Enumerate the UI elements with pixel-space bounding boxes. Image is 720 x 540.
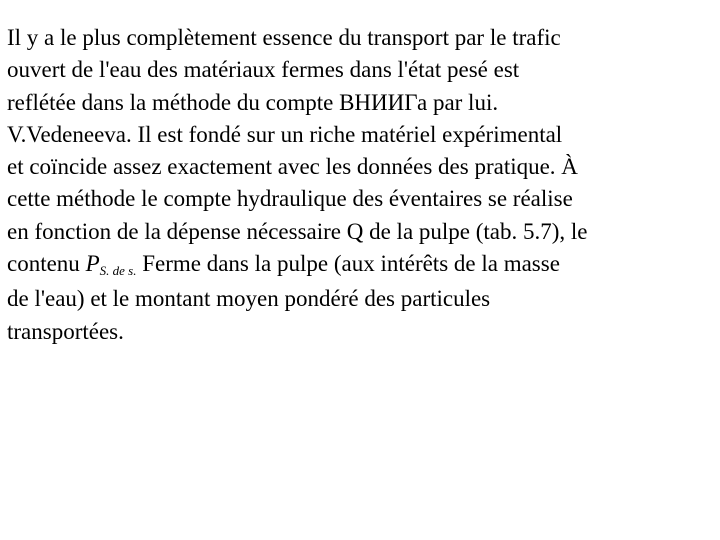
line-8-start: contenu <box>7 251 86 277</box>
text-line-10: transportées. <box>7 318 124 344</box>
body-paragraph <box>7 22 713 348</box>
text-line-3: reflétée dans la méthode du compte ВНИИГа par lui. <box>7 89 499 115</box>
line-8-end: Ferme dans la pulpe (aux intérêts de la masse <box>136 251 560 277</box>
pulp-content-symbol: P <box>85 251 100 277</box>
text-line-1: Il y a le plus complètement essence du transport par le trafic <box>7 25 561 50</box>
text-line-9: de l'eau) et le montant moyen pondéré des particules <box>7 286 491 312</box>
pulp-content-subscript: S. de s. <box>99 263 137 279</box>
text-line-7: en fonction de la dépense nécessaire Q de la pulpe (tab. 5.7), le <box>7 218 588 244</box>
text-line-2: ouvert de l'eau des matériaux fermes dans l'état pesé est <box>7 57 520 83</box>
text-line-8 <box>7 248 713 283</box>
text-line-4: V.Vedeneeva. Il est fondé sur un riche matériel expérimental <box>7 121 563 147</box>
text-line-5: et coïncide assez exactement avec les données des pratique. À <box>7 154 578 180</box>
text-line-6: cette méthode le compte hydraulique des éventaires se réalise <box>7 186 573 212</box>
